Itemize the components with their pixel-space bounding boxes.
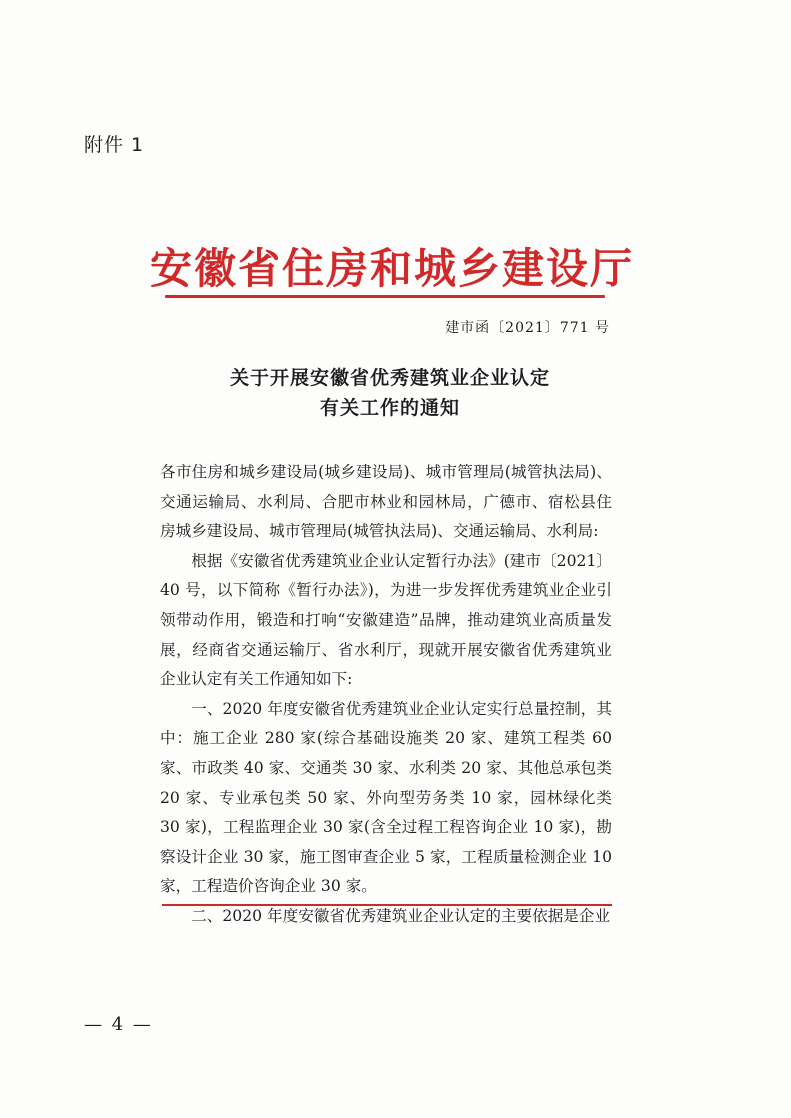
handwritten-red-underline [162,904,612,906]
addressees: 各市住房和城乡建设局(城乡建设局)、城市管理局(城管执法局)、交通运输局、水利局、合肥市林业和园林局，广德市、宿松县住房城乡建设局、城市管理局(城管执法局)、交通运输局、水利局: [160,463,612,541]
paragraph-item-1: 一、2020 年度安徽省优秀建筑业企业认定实行总量控制，其中：施工企业 280 家(综合基础设施类 20 家、建筑工程类 60 家、市政类 40 家、交通类 30 家、水利类 20 家、其他总承包类 20 家、专业承包类 50 家、外向型劳务类 10 家，园林绿化类 30 家)，工程监理企业 30 家(含全过程工程咨询企业 10 家)，勘察设计企业 30 家，施工图审查企业 5 家，工程质量检测企业 10 家，工程造价咨询企业 30 家。 [160,699,612,896]
document-title [160,363,620,423]
page-number: — 4 — [84,1014,153,1035]
paragraph-intro: 根据《安徽省优秀建筑业企业认定暂行办法》(建市〔2021〕40 号，以下简称《暂行办法》)，为进一步发挥优秀建筑业企业引领带动作用，锻造和打响“安徽建造”品牌，推动建筑业高质量发展，经商省交通运输厅、省水利厅，现就开展安徽省优秀建筑业企业认定有关工作通知如下: [160,551,612,689]
title-line-1: 关于开展安徽省优秀建筑业企业认定 [229,367,550,389]
paragraph-item-2: 二、2020 年度安徽省优秀建筑业企业认定的主要依据是企业 [191,906,611,925]
issuing-agency-header: 安徽省住房和城乡建设厅 [150,244,635,293]
attachment-label: 附件 1 [84,134,145,156]
title-line-2: 有关工作的通知 [319,397,460,419]
header-red-rule [165,295,605,298]
document-number: 建市函〔2021〕771 号 [445,320,610,336]
document-body [160,458,612,932]
